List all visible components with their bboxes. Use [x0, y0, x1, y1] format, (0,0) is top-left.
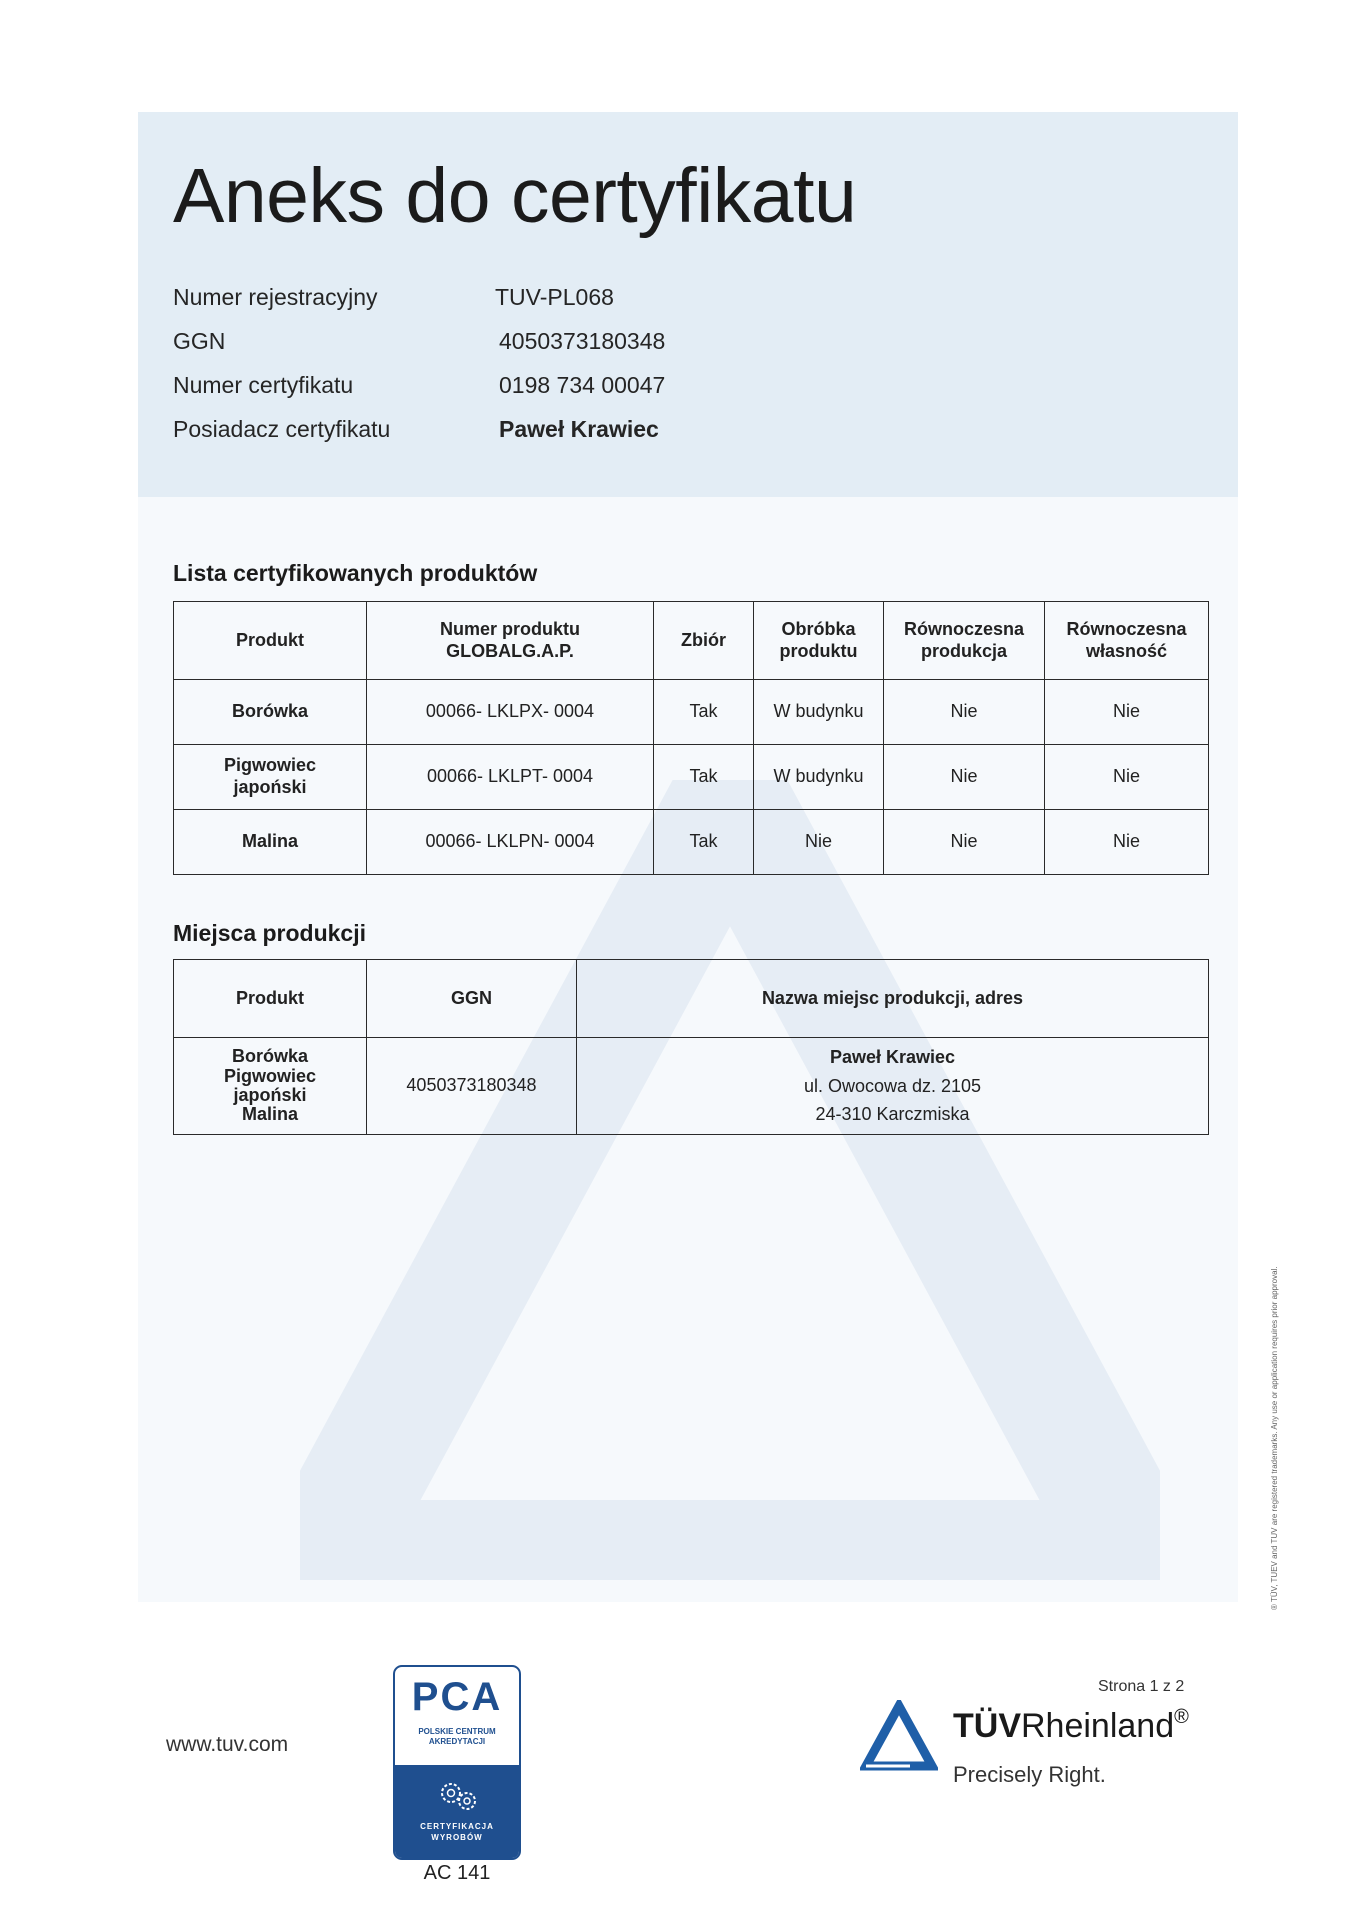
products-section-title: Lista certyfikowanych produktów — [173, 560, 538, 586]
rown-wlas-cell: Nie — [1045, 810, 1209, 875]
product-name-cell — [174, 680, 367, 745]
header-rown-prod-line2: produkcja — [920, 640, 1008, 661]
zbior-cell: Tak — [654, 680, 754, 745]
site-products-cell — [174, 1038, 367, 1135]
holder-value: Paweł Krawiec — [499, 416, 659, 442]
site-product: Pigwowiec — [223, 1065, 317, 1086]
header-numer — [367, 602, 654, 680]
header-rownoczesna-produkcja — [884, 602, 1045, 680]
zbior-cell: Tak — [654, 810, 754, 875]
pca-subtitle-line2: AKREDYTACJI — [428, 1737, 486, 1747]
registration-value: TUV-PL068 — [495, 284, 614, 310]
header-rown-wlas-line2: własność — [1085, 640, 1168, 661]
product-number-cell: 00066- LKLPT- 0004 — [367, 745, 654, 810]
registered-mark: ® — [1174, 1706, 1189, 1728]
header-numer-line2: GLOBALG.A.P. — [446, 640, 574, 661]
header-numer-line1: Numer produktu — [439, 618, 580, 639]
obrobka-cell: W budynku — [754, 745, 884, 810]
site-owner-name: Paweł Krawiec — [829, 1046, 956, 1067]
product-name-cell — [174, 745, 367, 810]
table-row — [174, 1038, 1209, 1135]
registration-label: Numer rejestracyjny — [173, 284, 378, 310]
sites-header-ggn: GGN — [367, 960, 577, 1038]
obrobka-cell: W budynku — [754, 680, 884, 745]
rown-wlas-cell: Nie — [1045, 680, 1209, 745]
site-product: Borówka — [231, 1046, 309, 1067]
rown-prod-cell: Nie — [884, 745, 1045, 810]
site-city: 24-310 Karczmiska — [815, 1104, 970, 1125]
tuv-rheinland-wordmark — [953, 1706, 1189, 1746]
product-number-cell: 00066- LKLPX- 0004 — [367, 680, 654, 745]
site-product: Malina — [241, 1104, 298, 1125]
header-obrobka-line2: produktu — [779, 640, 858, 661]
rown-prod-cell: Nie — [884, 680, 1045, 745]
sites-header-nazwa: Nazwa miejsc produkcji, adres — [577, 960, 1209, 1038]
header-obrobka — [754, 602, 884, 680]
sites-header-produkt: Produkt — [174, 960, 367, 1038]
header-rownoczesna-wlasnosc — [1045, 602, 1209, 680]
header-zbior: Zbiór — [654, 602, 754, 680]
ggn-label: GGN — [173, 328, 226, 354]
products-table — [173, 601, 1209, 875]
pca-blue-panel — [395, 1765, 519, 1860]
obrobka-cell: Nie — [754, 810, 884, 875]
table-row — [174, 810, 1209, 875]
sites-header-row — [174, 960, 1209, 1038]
trademark-side-note: ® TÜV, TUEV and TUV are registered trademarks. Any use or application requires prior approval. — [1270, 1266, 1279, 1610]
product-name: Pigwowiec — [223, 755, 317, 776]
sites-table — [173, 959, 1209, 1135]
site-street: ul. Owocowa dz. 2105 — [803, 1075, 982, 1096]
header-rown-prod-line1: Równoczesna — [903, 618, 1025, 639]
header-produkt: Produkt — [174, 602, 367, 680]
holder-label: Posiadacz certyfikatu — [173, 416, 391, 442]
tuv-tagline: Precisely Right. — [953, 1762, 1106, 1787]
certificate-value: 0198 734 00047 — [499, 372, 666, 398]
table-row — [174, 680, 1209, 745]
page-number: Strona 1 z 2 — [1098, 1678, 1185, 1695]
pca-logo: PCA — [411, 1675, 503, 1719]
product-number-cell: 00066- LKLPN- 0004 — [367, 810, 654, 875]
table-row — [174, 745, 1209, 810]
pca-certification-text — [395, 1821, 519, 1843]
header-rown-wlas-line1: Równoczesna — [1066, 618, 1187, 639]
rown-prod-cell: Nie — [884, 810, 1045, 875]
document-title: Aneks do certyfikatu — [173, 153, 857, 239]
pca-accreditation-code: AC 141 — [423, 1862, 491, 1884]
tuv-name-bold: TÜV — [953, 1707, 1021, 1745]
product-name-line2: japoński — [233, 777, 307, 797]
ggn-value: 4050373180348 — [499, 328, 666, 354]
site-product: japoński — [233, 1085, 307, 1105]
zbior-cell: Tak — [654, 745, 754, 810]
products-header-row — [174, 602, 1209, 680]
site-address-cell — [577, 1038, 1209, 1135]
tuv-name-regular: Rheinland — [1021, 1707, 1175, 1745]
pca-accreditation-badge — [393, 1665, 521, 1860]
pca-cert-line1: CERTYFIKACJA — [420, 1822, 494, 1831]
sites-section-title: Miejsca produkcji — [173, 920, 367, 946]
website-link[interactable]: www.tuv.com — [166, 1733, 289, 1756]
product-name: Borówka — [231, 701, 309, 722]
pca-cert-line2: WYROBÓW — [431, 1833, 483, 1843]
gears-icon — [433, 1775, 485, 1815]
pca-subtitle-line1: POLSKIE CENTRUM — [418, 1727, 496, 1736]
site-ggn-cell: 4050373180348 — [367, 1038, 577, 1135]
product-name-cell — [174, 810, 367, 875]
tuv-triangle-watermark — [300, 780, 1160, 1580]
rown-wlas-cell: Nie — [1045, 745, 1209, 810]
tuv-triangle-icon — [860, 1700, 938, 1772]
pca-subtitle — [395, 1727, 519, 1748]
header-obrobka-line1: Obróbka — [781, 618, 856, 639]
product-name: Malina — [241, 831, 298, 852]
certificate-label: Numer certyfikatu — [173, 372, 354, 398]
